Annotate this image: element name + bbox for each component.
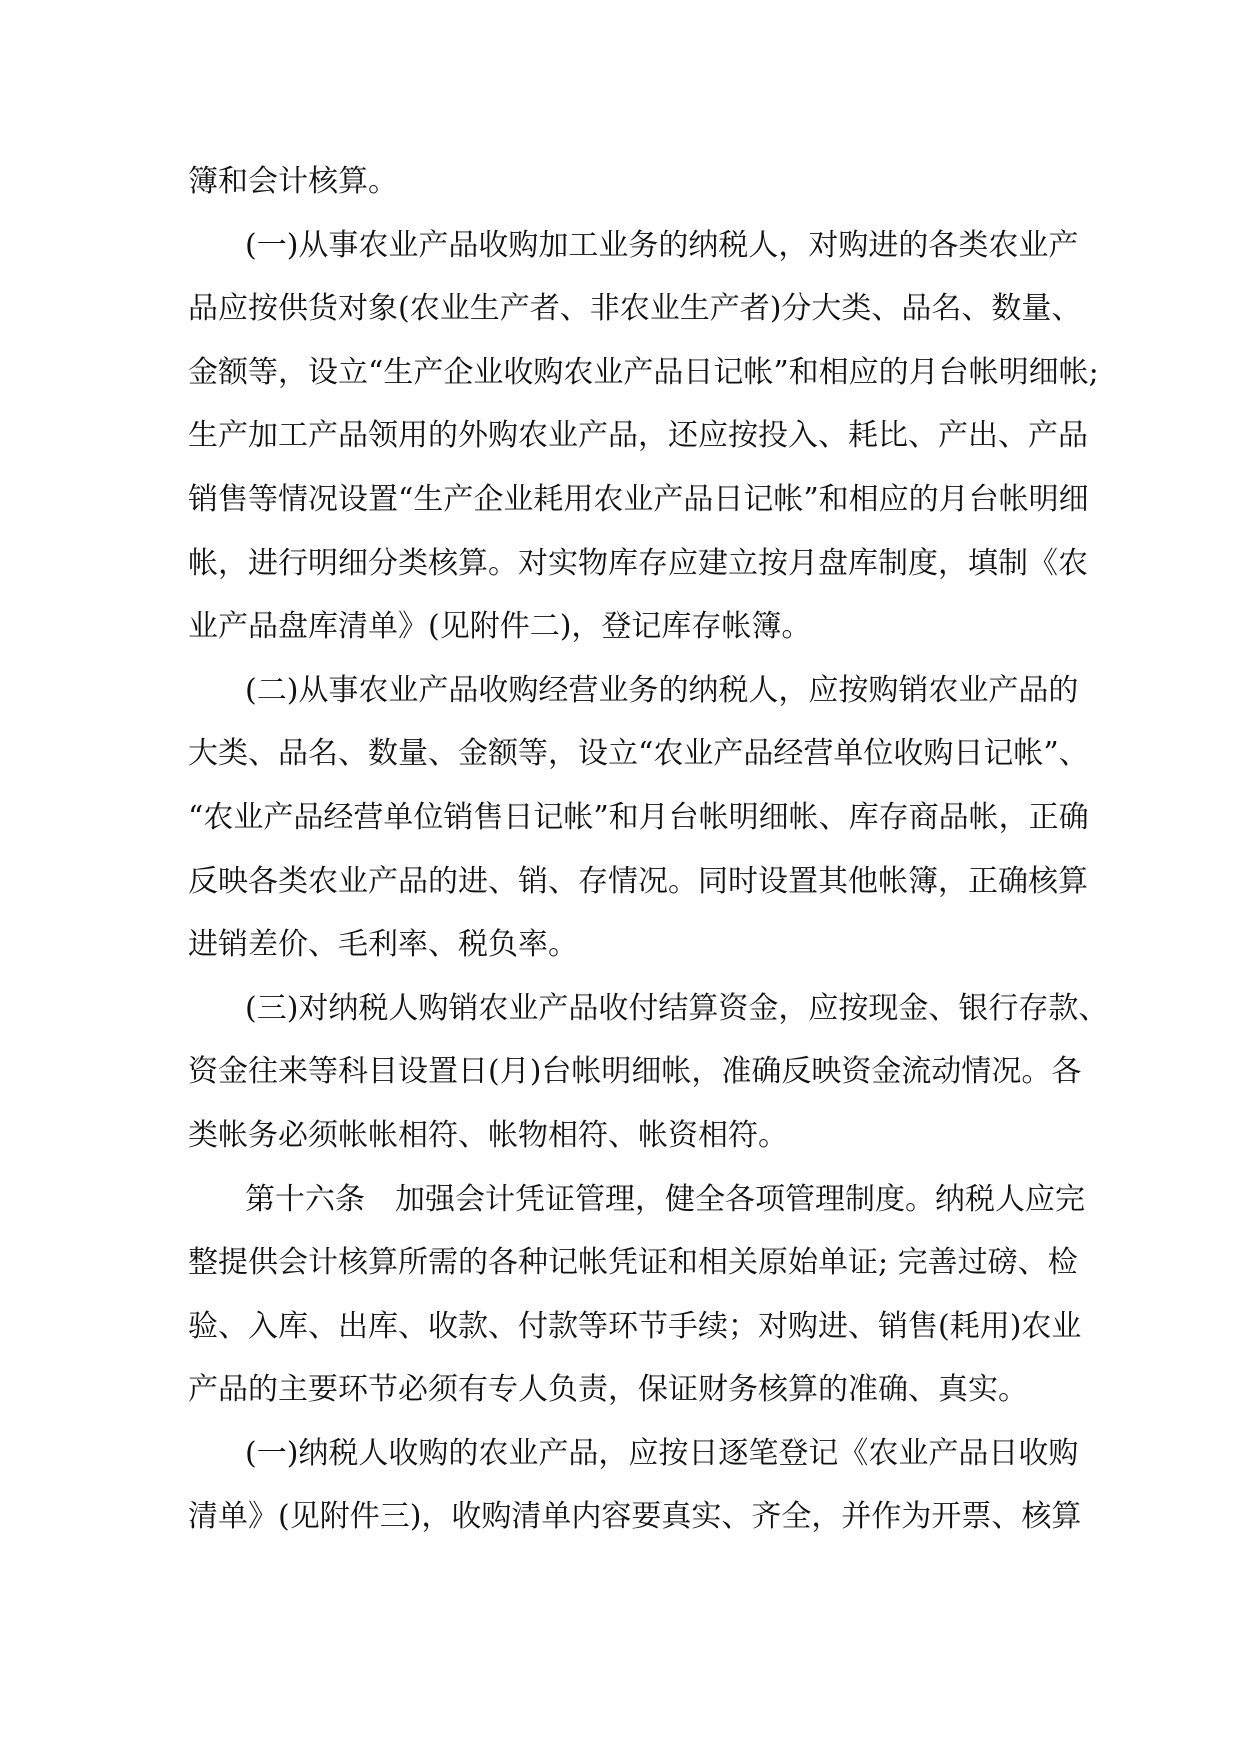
text-line: 进销差价、毛利率、税负率。 bbox=[188, 927, 578, 963]
text-line: 类帐务必须帐帐相符、帐物相符、帐资相符。 bbox=[188, 1117, 788, 1153]
body-text bbox=[188, 150, 1109, 1549]
text-line: 清单》(见附件三)，收购清单内容要真实、齐全，并作为开票、核算 bbox=[188, 1499, 1082, 1535]
text-line: (二)从事农业产品收购经营业务的纳税人，应按购销农业产品的 bbox=[245, 672, 1079, 708]
text-line: (一)纳税人收购的农业产品，应按日逐笔登记《农业产品日收购 bbox=[245, 1435, 1079, 1471]
text-line: (一)从事农业产品收购加工业务的纳税人，对购进的各类农业产 bbox=[245, 227, 1079, 263]
text-line: 金额等，设立“生产企业收购农业产品日记帐”和相应的月台帐明细帐; bbox=[188, 354, 1099, 390]
text-line: (三)对纳税人购销农业产品收付结算资金，应按现金、银行存款、 bbox=[245, 990, 1109, 1026]
text-line: 业产品盘库清单》(见附件二)，登记库存帐簿。 bbox=[188, 609, 812, 645]
text-line: 整提供会计核算所需的各种记帐凭证和相关原始单证; 完善过磅、检 bbox=[188, 1245, 1078, 1281]
text-line: 产品的主要环节必须有专人负责，保证财务核算的准确、真实。 bbox=[188, 1372, 1028, 1408]
text-line: 反映各类农业产品的进、销、存情况。同时设置其他帐簿，正确核算 bbox=[188, 863, 1088, 899]
text-line: 帐，进行明细分类核算。对实物库存应建立按月盘库制度，填制《农 bbox=[188, 545, 1088, 581]
text-line: “农业产品经营单位销售日记帐”和月台帐明细帐、库存商品帐，正确 bbox=[188, 799, 1089, 835]
text-line: 大类、品名、数量、金额等，设立“农业产品经营单位收购日记帐”、 bbox=[188, 736, 1089, 772]
text-line: 簿和会计核算。 bbox=[188, 164, 398, 199]
text-line: 验、入库、出库、收款、付款等环节手续；对购进、销售(耗用)农业 bbox=[188, 1308, 1082, 1344]
text-line: 资金往来等科目设置日(月)台帐明细帐，准确反映资金流动情况。各 bbox=[188, 1054, 1082, 1090]
text-line: 生产加工产品领用的外购农业产品，还应按投入、耗比、产出、产品 bbox=[188, 418, 1088, 454]
text-line: 第十六条 加强会计凭证管理，健全各项管理制度。纳税人应完 bbox=[245, 1181, 1085, 1217]
text-line: 销售等情况设置“生产企业耗用农业产品日记帐”和相应的月台帐明细 bbox=[188, 481, 1089, 517]
text-line: 品应按供货对象(农业生产者、非农业生产者)分大类、品名、数量、 bbox=[188, 291, 1082, 327]
